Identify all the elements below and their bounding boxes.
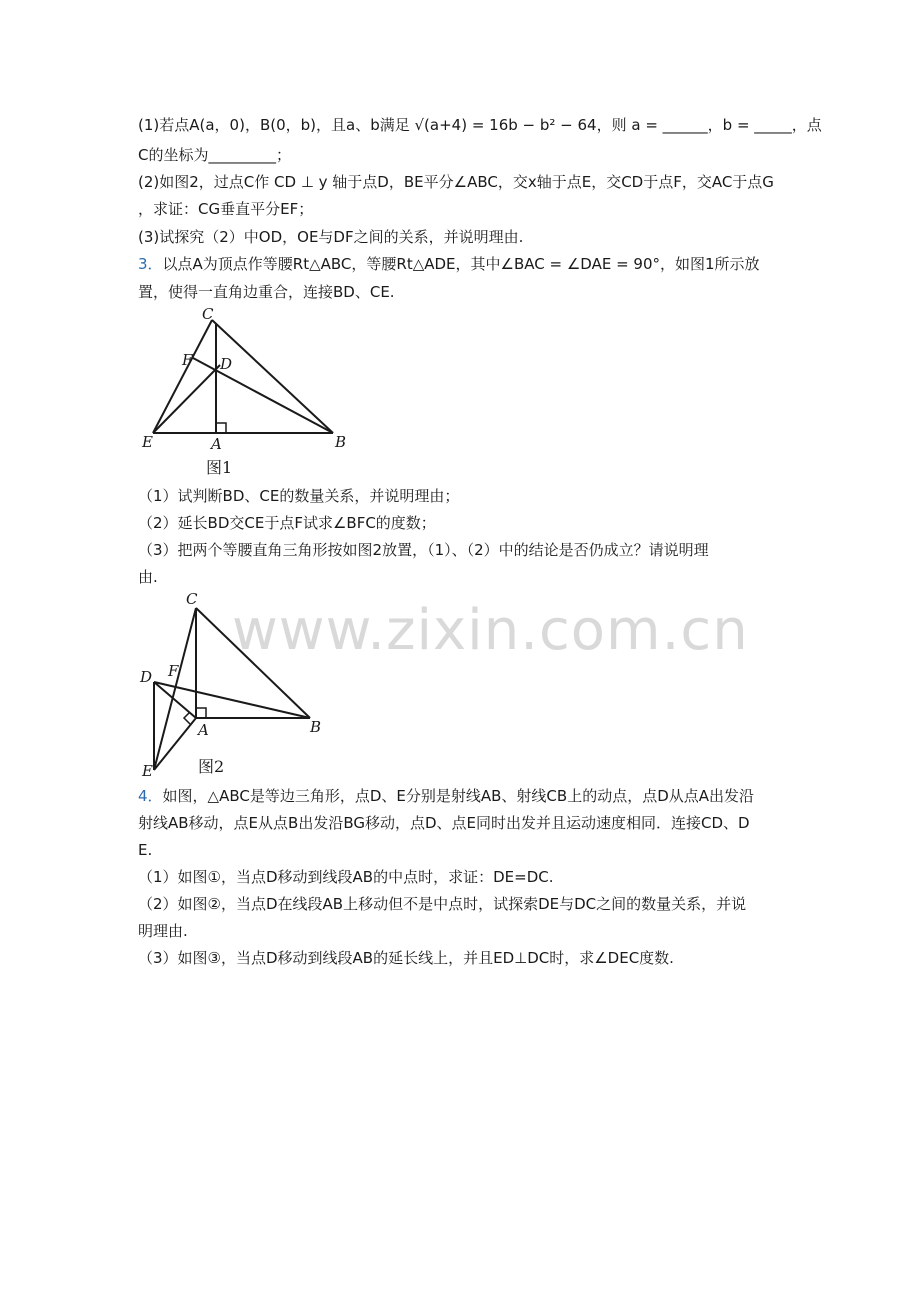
p3-q3-line2: 由.	[138, 568, 158, 586]
fig1-label-e: E	[142, 433, 153, 451]
p3-stem-1: 以点A为顶点作等腰Rt△ABC，等腰Rt△ADE，其中∠BAC = ∠DAE = 90°，如图1所示放	[162, 255, 760, 273]
p4-line1	[138, 786, 754, 806]
watermark: www.zixin.com.cn	[232, 598, 749, 663]
fig2-label-d: D	[140, 668, 153, 686]
p3-line1	[138, 254, 760, 274]
p2-part2-line1: (2)如图2，过点C作 CD ⊥ y 轴于点D，BE平分∠ABC，交x轴于点E，交CD于点F，交AC于点G	[138, 173, 774, 191]
fig2-label-b: B	[310, 718, 322, 736]
p3-number: 3．	[138, 255, 163, 273]
fig2-caption: 图2	[198, 757, 225, 776]
figure-1	[138, 303, 358, 478]
p4-number: 4．	[138, 787, 163, 805]
p4-q1: （1）如图①，当点D移动到线段AB的中点时，求证：DE=DC.	[138, 868, 554, 886]
p3-line2: 置，使得一直角边重合，连接BD、CE.	[138, 283, 395, 301]
p2-part3: (3)试探究（2）中OD，OE与DF之间的关系，并说明理由.	[138, 228, 524, 246]
fig2-label-f: F	[168, 662, 179, 680]
fig1-label-b: B	[335, 433, 347, 451]
p4-q2-line1: （2）如图②，当点D在线段AB上移动但不是中点时，试探索DE与DC之间的数量关系，并说	[138, 895, 747, 913]
fig1-label-f: F	[182, 351, 193, 369]
fig2-label-e: E	[142, 762, 153, 780]
p2-part1-line1: (1)若点A(a，0)，B(0，b)，且a、b满足 √(a+4) = 16b − b² − 64，则 a = ______，b = _____，点	[138, 116, 822, 134]
p4-q2-line2: 明理由.	[138, 922, 188, 940]
fig1-caption: 图1	[206, 458, 233, 477]
p3-q2: （2）延长BD交CE于点F试求∠BFC的度数；	[138, 514, 436, 532]
fig1-label-a: A	[211, 435, 222, 453]
p4-line2: 射线AB移动，点E从点B出发沿BG移动，点D、点E同时出发并且运动速度相同．连接CD、D	[138, 814, 750, 832]
fig2-label-c: C	[186, 590, 198, 608]
fig2-label-a: A	[198, 721, 209, 739]
p4-q3: （3）如图③，当点D移动到线段AB的延长线上，并且ED⊥DC时，求∠DEC度数.	[138, 949, 674, 967]
fig1-label-d: D	[220, 355, 233, 373]
p3-q1: （1）试判断BD、CE的数量关系，并说明理由；	[138, 487, 460, 505]
fig1-label-c: C	[202, 305, 214, 323]
p4-stem-1: 如图，△ABC是等边三角形，点D、E分别是射线AB、射线CB上的动点，点D从点A出发沿	[162, 787, 755, 805]
p2-part1-line2: C的坐标为_________；	[138, 146, 291, 164]
p2-part2-line2: ，求证：CG垂直平分EF；	[138, 200, 314, 218]
p4-line3: E.	[138, 841, 153, 859]
p3-q3-line1: （3）把两个等腰直角三角形按如图2放置，（1）、（2）中的结论是否仍成立？请说明理	[138, 541, 709, 559]
